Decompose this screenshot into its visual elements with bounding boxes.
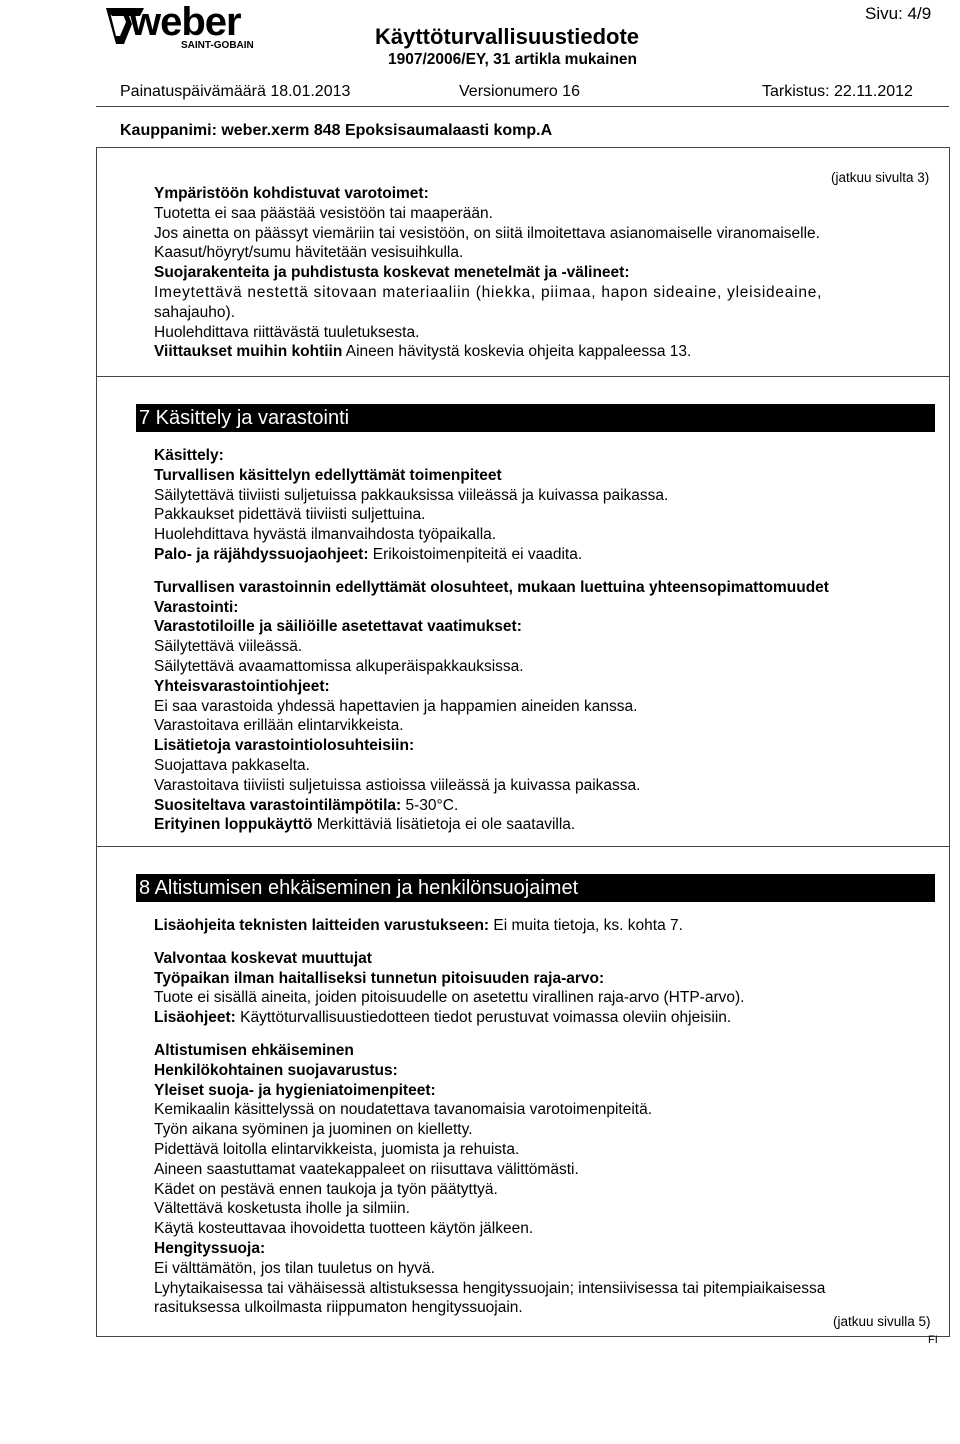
clean-line-2: sahajauho).	[154, 303, 236, 321]
spacer	[154, 936, 825, 949]
env-line-1: Tuotetta ei saa päästää vesistöön tai maaperään.	[154, 204, 493, 222]
respiratory-line-1: Ei välttämätön, jos tilan tuuletus on hyvä.	[154, 1259, 435, 1277]
extra-info-line-1: Suojattava pakkaselta.	[154, 756, 310, 774]
footer-rule	[96, 1336, 950, 1337]
ppe-heading: Henkilökohtainen suojavarustus:	[154, 1061, 398, 1079]
references-label: Viittaukset muihin kohtiin	[154, 343, 343, 361]
fire-label: Palo- ja räjähdyssuojaohjeet:	[154, 545, 369, 563]
product-name: Kauppanimi: weber.xerm 848 Epoksisaumalaasti komp.A	[120, 122, 553, 139]
joint-storage-heading: Yhteisvarastointiohjeet:	[154, 677, 330, 695]
requirements-line-1: Säilytettävä viileässä.	[154, 638, 303, 656]
fire-text: Erikoistoimenpiteitä ei vaadita.	[368, 545, 583, 563]
section7-rule	[96, 846, 949, 847]
special-use-line	[154, 815, 829, 835]
continued-to: (jatkuu sivulla 5)	[833, 1314, 931, 1329]
respiratory-heading: Hengityssuoja:	[154, 1239, 266, 1257]
clean-heading: Suojarakenteita ja puhdistusta koskevat menetelmät ja -välineet:	[154, 264, 630, 282]
handling-line-1: Säilytettävä tiiviisti suljetuissa pakkauksissa viileässä ja kuivassa paikassa.	[154, 486, 669, 504]
hygiene-line-4: Aineen saastuttamat vaatekappaleet on riisuttava välittömästi.	[154, 1160, 579, 1178]
additional-text: Käyttöturvallisuustiedotteen tiedot perustuvat voimassa oleviin ohjeisiin.	[235, 1009, 732, 1027]
hygiene-line-5: Kädet on pestävä ennen taukoja ja työn päätyttyä.	[154, 1180, 498, 1198]
document-title: Käyttöturvallisuustiedote	[375, 24, 640, 49]
extra-info-line-2: Varastoitava tiiviisti suljetuissa astioissa viileässä ja kuivassa paikassa.	[154, 776, 641, 794]
extra-info-heading: Lisätietoja varastointiolosuhteisiin:	[154, 737, 415, 755]
exposure-heading: Altistumisen ehkäiseminen	[154, 1041, 354, 1059]
limit-line-1: Tuote ei sisällä aineita, joiden pitoisuudelle on asetettu virallinen raja-arvo (HTP-arvo).	[154, 989, 745, 1007]
clean-line-3: Huolehdittava riittävästä tuuletuksesta.	[154, 323, 420, 341]
fire-line	[154, 545, 829, 565]
print-date: Painatuspäivämäärä 18.01.2013	[120, 83, 351, 100]
env-heading: Ympäristöön kohdistuvat varotoimet:	[154, 185, 429, 202]
spacer	[154, 1028, 825, 1041]
special-use-label: Erityinen loppukäyttö	[154, 816, 313, 834]
control-heading: Valvontaa koskevat muuttujat	[154, 949, 372, 967]
special-use-text: Merkittäviä lisätietoja ei ole saatavilla.	[312, 816, 576, 834]
limit-heading: Työpaikan ilman haitalliseksi tunnetun pitoisuuden raja-arvo:	[154, 969, 605, 987]
requirements-line-2: Säilytettävä avaamattomissa alkuperäispakkauksissa.	[154, 657, 524, 675]
spacer	[154, 565, 829, 578]
left-border	[96, 147, 97, 1337]
temperature-label: Suositeltava varastointilämpötila:	[154, 796, 402, 814]
document-subtitle: 1907/2006/EY, 31 artikla mukainen	[388, 51, 638, 68]
storage-conditions-heading: Turvallisen varastoinnin edellyttämät olosuhteet, mukaan luettuina yhteensopimattomuudet	[154, 578, 829, 596]
language-code: FI	[928, 1334, 938, 1346]
header-rule	[96, 106, 949, 107]
section6-tail	[154, 184, 822, 362]
requirements-heading: Varastotiloille ja säiliöille asetettavat vaatimukset:	[154, 618, 522, 636]
logo-sub: SAINT-GOBAIN	[181, 40, 254, 51]
references-line	[154, 342, 822, 362]
logo-word: weber	[130, 0, 241, 44]
respiratory-line-3: rasituksessa ulkoilmasta riippumaton hengityssuojain.	[154, 1299, 523, 1317]
handling-line-3: Huolehdittava hyvästä ilmanvaihdosta työpaikalla.	[154, 526, 497, 544]
version-number: Versionumero 16	[459, 83, 580, 100]
hygiene-line-1: Kemikaalin käsittelyssä on noudatettava tavanomaisia varotoimenpiteitä.	[154, 1101, 652, 1119]
page-number: Sivu: 4/9	[865, 4, 932, 23]
clean-line-1: Imeytettävä nestettä sitovaan materiaaliin (hiekka, piimaa, hapon sideaine, yleisideaine,	[154, 283, 823, 301]
continued-from: (jatkuu sivulta 3)	[831, 170, 930, 185]
section6-rule	[96, 376, 949, 377]
section7-body	[154, 446, 829, 835]
hygiene-line-6: Vältettävä kosketusta iholle ja silmiin.	[154, 1200, 410, 1218]
technical-text: Ei muita tietoja, ks. kohta 7.	[489, 917, 683, 934]
weber-logo	[104, 0, 279, 52]
section7-title: 7 Käsittely ja varastointi	[136, 404, 935, 432]
storage-heading: Varastointi:	[154, 598, 239, 616]
references-text: Aineen hävitystä koskevia ohjeita kappaleessa 13.	[342, 343, 692, 361]
joint-storage-line-2: Varastoitava erillään elintarvikkeista.	[154, 717, 404, 735]
additional-line	[154, 1008, 825, 1028]
temperature-text: 5-30°C.	[401, 796, 459, 814]
additional-label: Lisäohjeet:	[154, 1009, 236, 1027]
hygiene-line-7: Käytä kosteuttavaa ihovoidetta tuotteen käytön jälkeen.	[154, 1220, 534, 1238]
section8-body	[154, 916, 825, 1318]
env-line-3: Kaasut/höyryt/sumu hävitetään vesisuihkulla.	[154, 244, 464, 262]
hygiene-heading: Yleiset suoja- ja hygieniatoimenpiteet:	[154, 1081, 436, 1099]
right-border	[949, 147, 950, 1337]
handling-heading: Käsittely:	[154, 447, 224, 464]
handling-line-2: Pakkaukset pidettävä tiiviisti suljettuina.	[154, 506, 426, 524]
section8-title: 8 Altistumisen ehkäiseminen ja henkilönsuojaimet	[136, 874, 935, 902]
joint-storage-line-1: Ei saa varastoida yhdessä hapettavien ja happamien aineiden kanssa.	[154, 697, 638, 715]
temperature-line	[154, 796, 829, 816]
technical-line	[154, 916, 825, 936]
hygiene-line-2: Työn aikana syöminen ja juominen on kielletty.	[154, 1121, 473, 1139]
revision-date: Tarkistus: 22.11.2012	[762, 83, 913, 100]
respiratory-line-2: Lyhytaikaisessa tai vähäisessä altistuksessa hengityssuojain; intensiivisessa tai pitempiaikaisessa	[154, 1279, 826, 1297]
product-rule	[96, 147, 949, 148]
technical-label: Lisäohjeita teknisten laitteiden varustukseen:	[154, 917, 490, 934]
safe-handling-heading: Turvallisen käsittelyn edellyttämät toimenpiteet	[154, 466, 502, 484]
hygiene-line-3: Pidettävä loitolla elintarvikkeista, juomista ja rehuista.	[154, 1140, 520, 1158]
env-line-2: Jos ainetta on päässyt viemäriin tai vesistöön, on siitä ilmoitettava asianomaiselle viranomaiselle.	[154, 224, 820, 242]
